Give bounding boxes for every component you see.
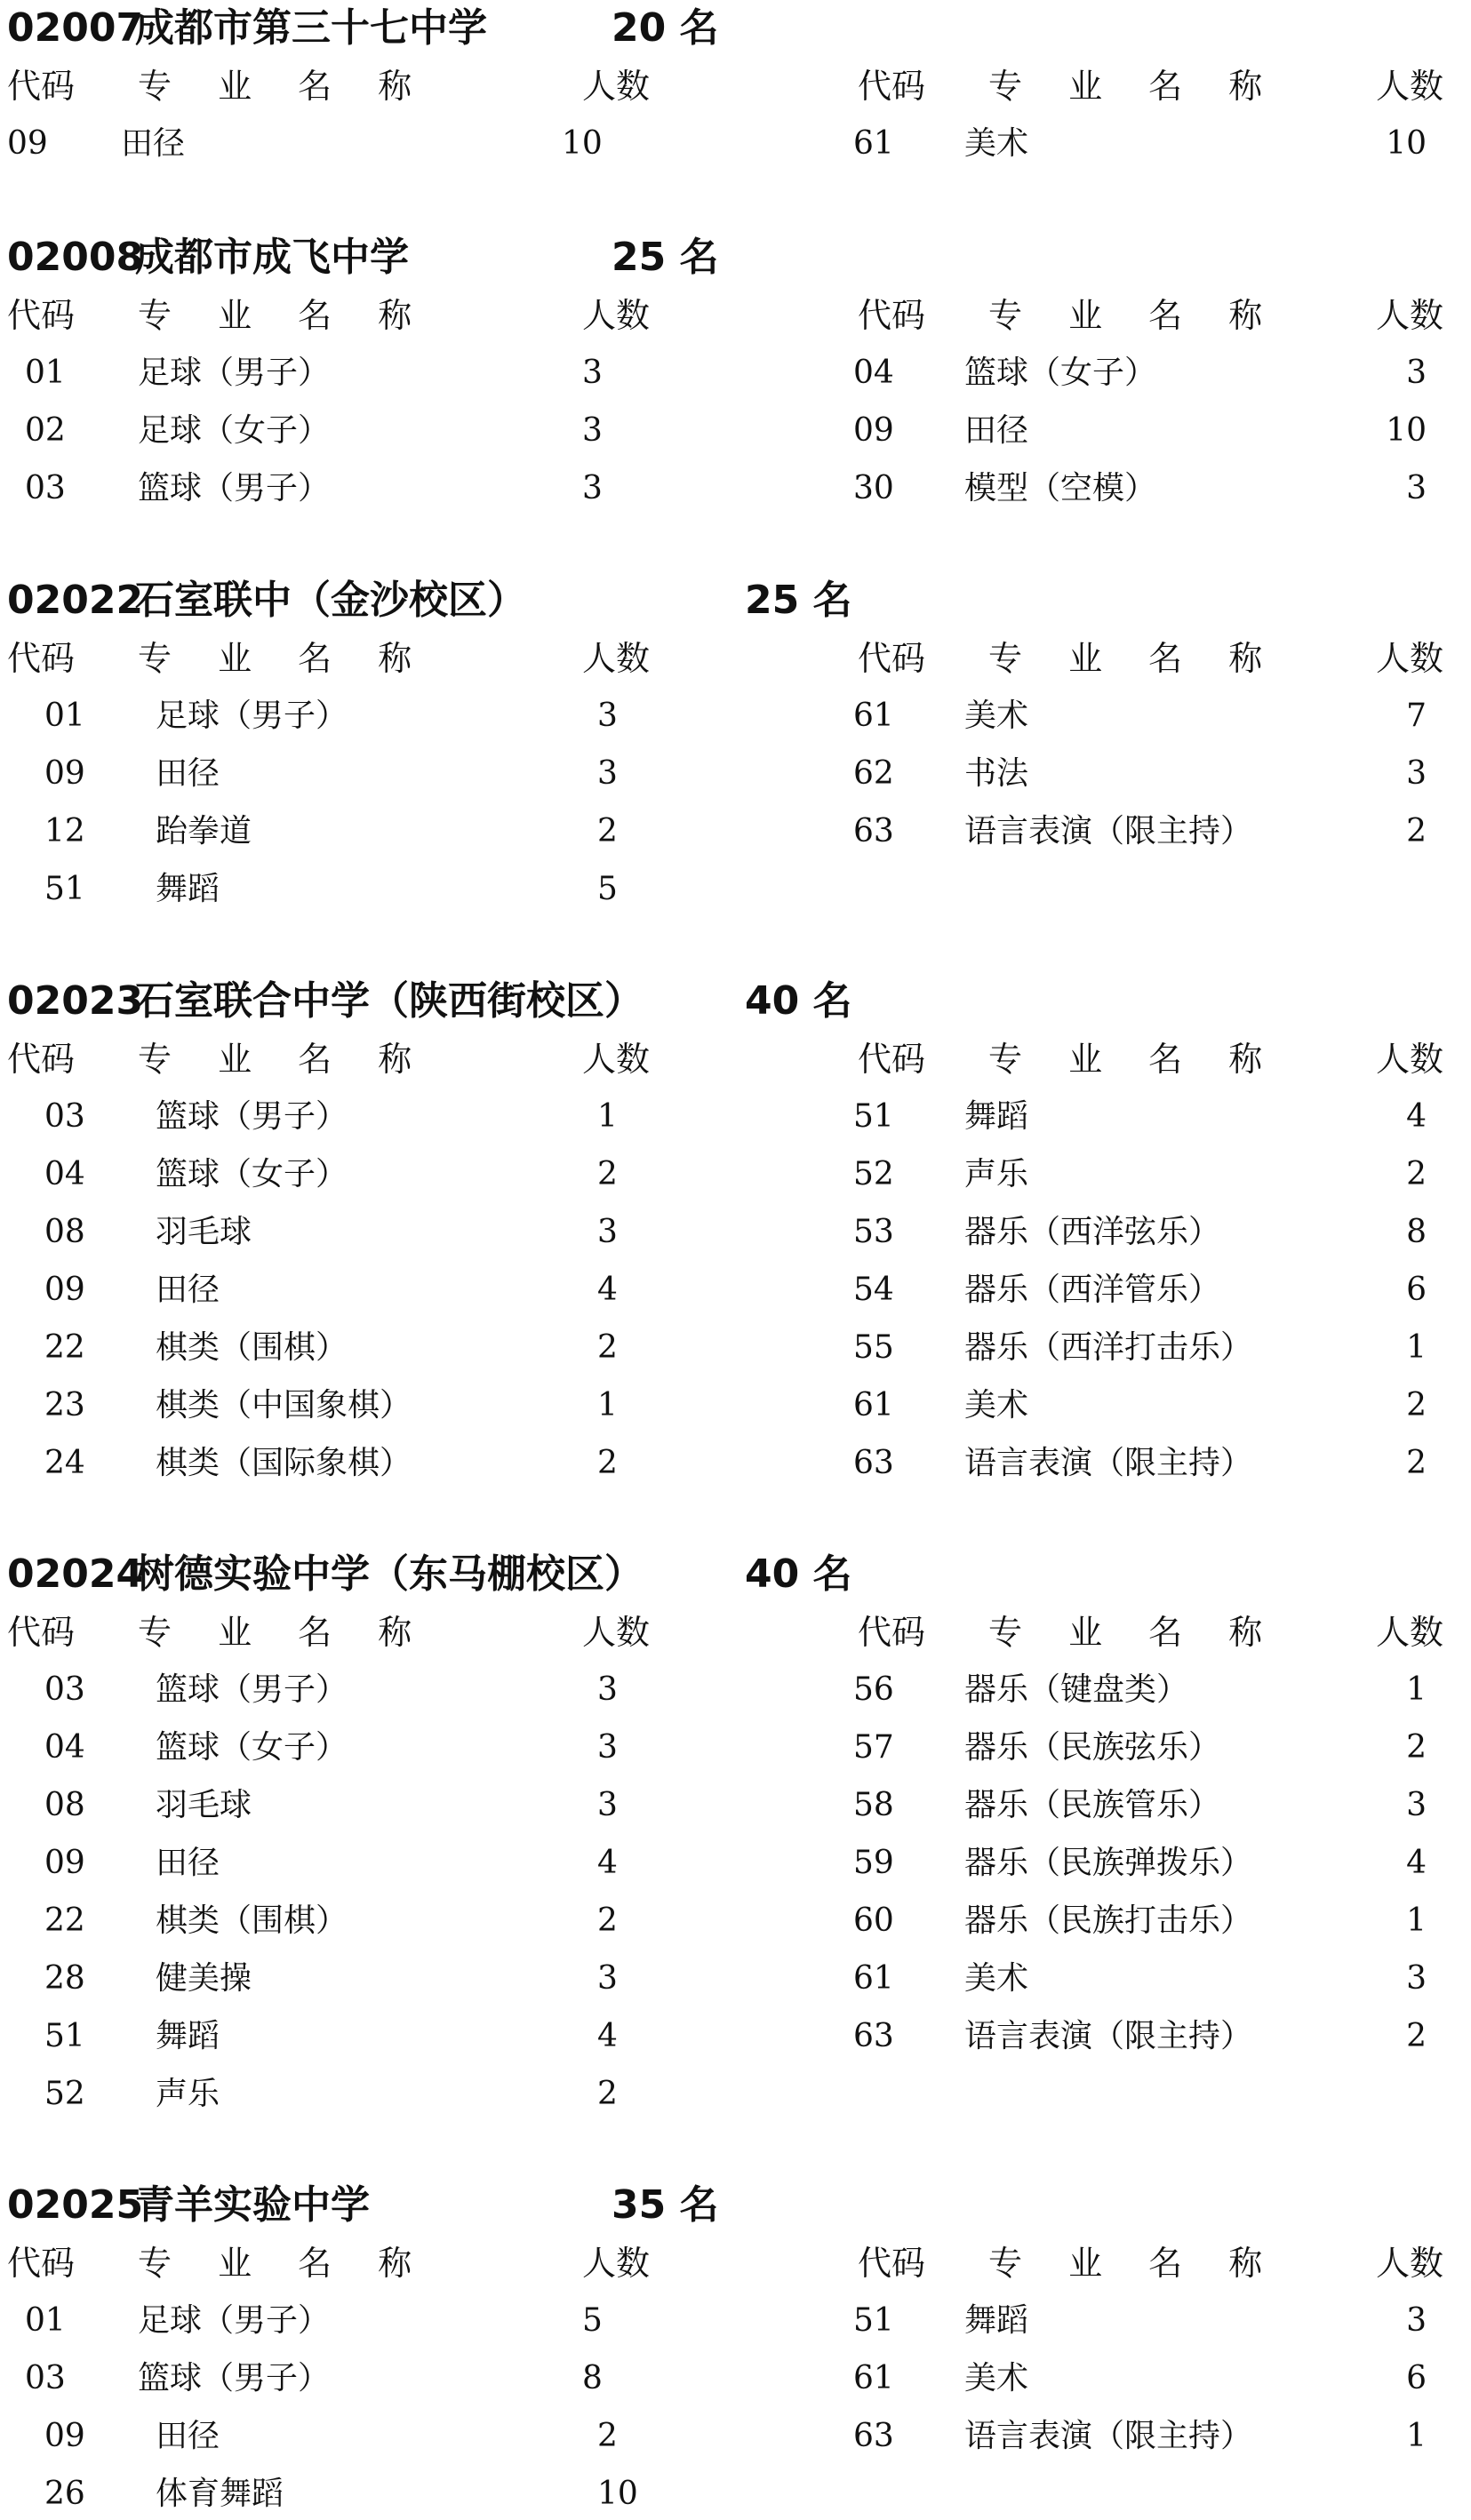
- major-code: 28: [44, 1960, 85, 1997]
- major-count: 3: [1406, 2302, 1427, 2339]
- major-count: 2: [597, 1329, 618, 1366]
- header-name: 专 业 名 称: [988, 1040, 1281, 1079]
- school-name: 树德实验中学（东马棚校区）: [135, 1551, 644, 1597]
- major-name: 模型（空模）: [964, 470, 1157, 506]
- school-code: 02008: [7, 235, 144, 280]
- school-title: [7, 578, 852, 623]
- major-name: 语言表演（限主持）: [964, 813, 1253, 849]
- table-row: [0, 1959, 1471, 1998]
- header-code: 代码: [858, 1613, 926, 1652]
- major-name: 书法: [964, 755, 1029, 792]
- major-name: 舞蹈: [964, 2302, 1029, 2339]
- header-count: 人数: [1376, 67, 1444, 106]
- major-code: 61: [853, 125, 894, 162]
- major-count: 3: [597, 755, 618, 792]
- header-code: 代码: [7, 1613, 76, 1652]
- school-name: 成都市第三十七中学: [135, 5, 487, 51]
- major-count: 2: [1406, 2018, 1427, 2054]
- school-code: 02024: [7, 1551, 144, 1597]
- school-quota: 25 名: [612, 235, 719, 280]
- major-count: 3: [1406, 1960, 1427, 1997]
- table-row: [0, 1786, 1471, 1825]
- school-code: 02022: [7, 578, 144, 623]
- major-code: 58: [853, 1787, 894, 1823]
- major-count: 10: [562, 125, 603, 162]
- school-title: [7, 5, 719, 51]
- major-name: 田径: [156, 755, 220, 792]
- header-name: 专 业 名 称: [988, 639, 1281, 678]
- column-header-row: [0, 639, 1471, 678]
- major-count: 5: [582, 2302, 603, 2339]
- header-name: 专 业 名 称: [138, 296, 430, 335]
- major-count: 7: [1406, 698, 1427, 734]
- major-code: 53: [853, 1214, 894, 1250]
- major-code: 51: [853, 2302, 894, 2339]
- major-count: 1: [597, 1387, 618, 1423]
- major-code: 09: [44, 2418, 85, 2454]
- header-name: 专 业 名 称: [138, 1040, 430, 1079]
- header-name: 专 业 名 称: [138, 639, 430, 678]
- major-code: 59: [853, 1845, 894, 1881]
- header-name: 专 业 名 称: [138, 1613, 430, 1652]
- major-name: 器乐（西洋打击乐）: [964, 1329, 1253, 1366]
- major-count: 2: [597, 1445, 618, 1481]
- major-code: 12: [44, 813, 85, 849]
- major-code: 09: [853, 412, 894, 449]
- major-code: 30: [853, 470, 894, 506]
- major-count: 3: [582, 412, 603, 449]
- major-name: 体育舞蹈: [156, 2476, 284, 2512]
- major-count: 8: [1406, 1214, 1427, 1250]
- major-name: 足球（女子）: [138, 412, 331, 449]
- major-code: 61: [853, 698, 894, 734]
- table-row: [0, 1728, 1471, 1767]
- major-name: 篮球（男子）: [138, 2360, 331, 2396]
- major-count: 3: [597, 1729, 618, 1766]
- major-name: 田径: [156, 2418, 220, 2454]
- major-count: 6: [1406, 2360, 1427, 2396]
- school-name: 石室联合中学（陕西街校区）: [135, 978, 644, 1024]
- header-code: 代码: [858, 1040, 926, 1079]
- school-quota: 20 名: [612, 5, 719, 51]
- school-title: [7, 2182, 719, 2228]
- major-name: 美术: [964, 2360, 1029, 2396]
- header-count: 人数: [582, 1040, 651, 1079]
- major-count: 3: [1406, 1787, 1427, 1823]
- major-name: 田径: [156, 1845, 220, 1881]
- header-name: 专 业 名 称: [988, 67, 1281, 106]
- major-name: 美术: [964, 125, 1029, 162]
- table-row: [0, 1444, 1471, 1483]
- major-code: 22: [44, 1329, 85, 1366]
- table-row: [0, 1671, 1471, 1710]
- major-code: 24: [44, 1445, 85, 1481]
- major-code: 03: [25, 2360, 66, 2396]
- major-code: 01: [25, 355, 66, 391]
- column-header-row: [0, 2244, 1471, 2283]
- major-count: 10: [1386, 125, 1427, 162]
- major-name: 语言表演（限主持）: [964, 1445, 1253, 1481]
- major-code: 52: [853, 1156, 894, 1192]
- major-name: 田径: [121, 125, 186, 162]
- school-code: 02025: [7, 2182, 144, 2228]
- header-code: 代码: [7, 2244, 76, 2283]
- major-name: 语言表演（限主持）: [964, 2418, 1253, 2454]
- school-code: 02023: [7, 978, 144, 1024]
- major-count: 6: [1406, 1272, 1427, 1308]
- school-title: [7, 978, 852, 1024]
- header-count: 人数: [582, 2244, 651, 2283]
- major-code: 09: [44, 755, 85, 792]
- major-count: 4: [1406, 1098, 1427, 1135]
- major-name: 声乐: [156, 2076, 220, 2112]
- major-name: 篮球（男子）: [156, 1671, 348, 1708]
- major-count: 3: [1406, 755, 1427, 792]
- table-row: [0, 1844, 1471, 1883]
- major-code: 51: [44, 2018, 85, 2054]
- major-code: 63: [853, 1445, 894, 1481]
- table-row: [0, 354, 1471, 393]
- major-name: 羽毛球: [156, 1214, 252, 1250]
- major-name: 田径: [156, 1272, 220, 1308]
- major-code: 23: [44, 1387, 85, 1423]
- school-title: [7, 235, 719, 280]
- table-row: [0, 1386, 1471, 1425]
- major-name: 器乐（键盘类）: [964, 1671, 1189, 1708]
- table-row: [0, 870, 1471, 909]
- major-name: 声乐: [964, 1156, 1029, 1192]
- header-count: 人数: [582, 67, 651, 106]
- major-code: 04: [44, 1156, 85, 1192]
- header-count: 人数: [582, 639, 651, 678]
- major-code: 63: [853, 813, 894, 849]
- header-name: 专 业 名 称: [988, 1613, 1281, 1652]
- header-code: 代码: [858, 639, 926, 678]
- major-code: 26: [44, 2476, 85, 2512]
- column-header-row: [0, 67, 1471, 106]
- major-count: 2: [1406, 1156, 1427, 1192]
- major-code: 56: [853, 1671, 894, 1708]
- major-name: 棋类（围棋）: [156, 1329, 348, 1366]
- table-row: [0, 1902, 1471, 1941]
- major-code: 09: [44, 1845, 85, 1881]
- major-count: 3: [1406, 470, 1427, 506]
- major-code: 04: [44, 1729, 85, 1766]
- major-name: 足球（男子）: [138, 355, 331, 391]
- table-row: [0, 812, 1471, 851]
- major-count: 2: [597, 1902, 618, 1939]
- header-code: 代码: [7, 67, 76, 106]
- major-count: 4: [597, 1272, 618, 1308]
- major-count: 3: [597, 1960, 618, 1997]
- school-quota: 25 名: [745, 578, 852, 623]
- major-count: 1: [1406, 1902, 1427, 1939]
- table-row: [0, 2301, 1471, 2341]
- school-quota: 40 名: [745, 1551, 852, 1597]
- header-code: 代码: [7, 296, 76, 335]
- table-row: [0, 1155, 1471, 1194]
- major-count: 3: [597, 1671, 618, 1708]
- table-row: [0, 124, 1471, 163]
- major-count: 2: [597, 2418, 618, 2454]
- major-name: 舞蹈: [156, 2018, 220, 2054]
- major-name: 篮球（女子）: [156, 1729, 348, 1766]
- major-name: 健美操: [156, 1960, 252, 1997]
- major-name: 器乐（民族管乐）: [964, 1787, 1221, 1823]
- table-row: [0, 2359, 1471, 2398]
- major-name: 羽毛球: [156, 1787, 252, 1823]
- table-row: [0, 2017, 1471, 2056]
- major-name: 足球（男子）: [138, 2302, 331, 2339]
- header-count: 人数: [582, 296, 651, 335]
- major-code: 55: [853, 1329, 894, 1366]
- major-name: 器乐（西洋管乐）: [964, 1272, 1221, 1308]
- major-count: 4: [597, 1845, 618, 1881]
- table-row: [0, 2475, 1471, 2514]
- header-count: 人数: [582, 1613, 651, 1652]
- major-code: 08: [44, 1787, 85, 1823]
- major-code: 57: [853, 1729, 894, 1766]
- table-row: [0, 469, 1471, 508]
- major-name: 棋类（中国象棋）: [156, 1387, 412, 1423]
- major-code: 03: [44, 1098, 85, 1135]
- major-count: 10: [1386, 412, 1427, 449]
- major-count: 3: [582, 470, 603, 506]
- table-row: [0, 2417, 1471, 2456]
- major-name: 器乐（民族打击乐）: [964, 1902, 1253, 1939]
- major-code: 61: [853, 1387, 894, 1423]
- major-code: 08: [44, 1214, 85, 1250]
- table-row: [0, 697, 1471, 736]
- major-count: 10: [597, 2476, 638, 2512]
- column-header-row: [0, 296, 1471, 335]
- major-count: 2: [1406, 813, 1427, 849]
- major-count: 2: [597, 813, 618, 849]
- header-code: 代码: [7, 1040, 76, 1079]
- major-code: 51: [853, 1098, 894, 1135]
- major-name: 篮球（女子）: [156, 1156, 348, 1192]
- major-count: 3: [597, 1787, 618, 1823]
- table-row: [0, 1328, 1471, 1368]
- major-code: 63: [853, 2018, 894, 2054]
- table-row: [0, 754, 1471, 793]
- major-code: 09: [44, 1272, 85, 1308]
- major-name: 语言表演（限主持）: [964, 2018, 1253, 2054]
- major-code: 51: [44, 871, 85, 907]
- column-header-row: [0, 1613, 1471, 1652]
- major-code: 54: [853, 1272, 894, 1308]
- header-code: 代码: [858, 67, 926, 106]
- major-name: 器乐（民族弹拨乐）: [964, 1845, 1253, 1881]
- header-code: 代码: [858, 296, 926, 335]
- major-count: 2: [1406, 1729, 1427, 1766]
- major-name: 美术: [964, 698, 1029, 734]
- major-code: 01: [25, 2302, 66, 2339]
- major-name: 棋类（国际象棋）: [156, 1445, 412, 1481]
- major-count: 3: [597, 698, 618, 734]
- major-code: 22: [44, 1902, 85, 1939]
- major-count: 4: [1406, 1845, 1427, 1881]
- major-count: 5: [597, 871, 618, 907]
- major-code: 52: [44, 2076, 85, 2112]
- header-count: 人数: [1376, 1040, 1444, 1079]
- major-name: 棋类（围棋）: [156, 1902, 348, 1939]
- major-code: 63: [853, 2418, 894, 2454]
- school-code: 02007: [7, 5, 144, 51]
- major-code: 02: [25, 412, 66, 449]
- school-quota: 40 名: [745, 978, 852, 1024]
- column-header-row: [0, 1040, 1471, 1079]
- major-code: 62: [853, 755, 894, 792]
- major-name: 器乐（西洋弦乐）: [964, 1214, 1221, 1250]
- header-name: 专 业 名 称: [988, 2244, 1281, 2283]
- table-row: [0, 411, 1471, 451]
- major-count: 3: [582, 355, 603, 391]
- major-name: 舞蹈: [156, 871, 220, 907]
- header-code: 代码: [858, 2244, 926, 2283]
- school-name: 青羊实验中学: [135, 2182, 370, 2228]
- major-count: 1: [1406, 2418, 1427, 2454]
- school-title: [7, 1551, 852, 1597]
- major-code: 01: [44, 698, 85, 734]
- header-code: 代码: [7, 639, 76, 678]
- major-count: 1: [1406, 1329, 1427, 1366]
- school-name: 成都市成飞中学: [135, 235, 409, 280]
- major-code: 03: [44, 1671, 85, 1708]
- header-count: 人数: [1376, 296, 1444, 335]
- table-row: [0, 1213, 1471, 1252]
- major-count: 3: [1406, 355, 1427, 391]
- major-name: 跆拳道: [156, 813, 252, 849]
- header-name: 专 业 名 称: [138, 2244, 430, 2283]
- header-name: 专 业 名 称: [988, 296, 1281, 335]
- major-count: 8: [582, 2360, 603, 2396]
- major-count: 2: [597, 2076, 618, 2112]
- major-count: 1: [1406, 1671, 1427, 1708]
- major-name: 足球（男子）: [156, 698, 348, 734]
- major-name: 篮球（男子）: [138, 470, 331, 506]
- major-name: 美术: [964, 1387, 1029, 1423]
- major-count: 2: [1406, 1445, 1427, 1481]
- school-quota: 35 名: [612, 2182, 719, 2228]
- table-row: [0, 2075, 1471, 2114]
- major-name: 舞蹈: [964, 1098, 1029, 1135]
- school-name: 石室联中（金沙校区）: [135, 578, 526, 623]
- major-code: 03: [25, 470, 66, 506]
- major-count: 3: [597, 1214, 618, 1250]
- table-row: [0, 1271, 1471, 1310]
- major-name: 器乐（民族弦乐）: [964, 1729, 1221, 1766]
- header-name: 专 业 名 称: [138, 67, 430, 106]
- major-count: 2: [1406, 1387, 1427, 1423]
- major-name: 篮球（男子）: [156, 1098, 348, 1135]
- major-code: 04: [853, 355, 894, 391]
- major-count: 1: [597, 1098, 618, 1135]
- major-code: 61: [853, 1960, 894, 1997]
- major-code: 60: [853, 1902, 894, 1939]
- major-name: 田径: [964, 412, 1029, 449]
- major-code: 09: [7, 125, 48, 162]
- major-count: 2: [597, 1156, 618, 1192]
- major-count: 4: [597, 2018, 618, 2054]
- header-count: 人数: [1376, 1613, 1444, 1652]
- major-name: 篮球（女子）: [964, 355, 1157, 391]
- table-row: [0, 1097, 1471, 1136]
- major-name: 美术: [964, 1960, 1029, 1997]
- header-count: 人数: [1376, 2244, 1444, 2283]
- header-count: 人数: [1376, 639, 1444, 678]
- major-code: 61: [853, 2360, 894, 2396]
